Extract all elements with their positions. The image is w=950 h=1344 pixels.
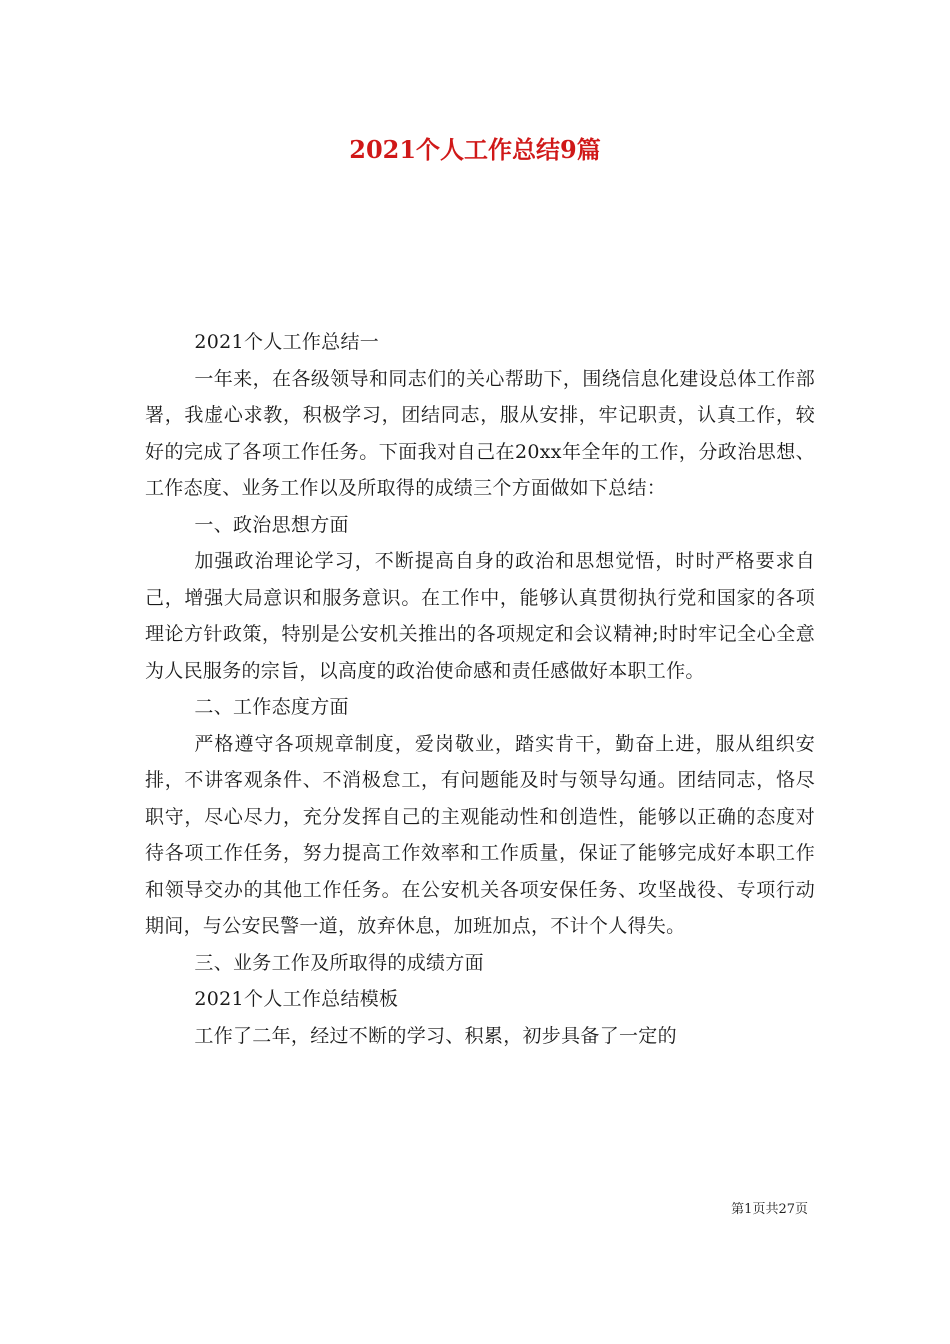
paragraph: 加强政治理论学习，不断提高自身的政治和思想觉悟，时时严格要求自己，增强大局意识和服务意识。在工作中，能够认真贯彻执行党和国家的各项理论方针政策，特别是公安机关推出的各项规定和会议精神;时时牢记全心全意为人民服务的宗旨，以高度的政治使命感和责任感做好本职工作。 bbox=[145, 550, 815, 682]
paragraph: 严格遵守各项规章制度，爱岗敬业，踏实肯干，勤奋上进，服从组织安排，不讲客观条件、不消极怠工，有问题能及时与领导勾通。团结同志，恪尽职守，尽心尽力，充分发挥自己的主观能动性和创造性，能够以正确的态度对待各项工作任务，努力提高工作效率和工作质量，保证了能够完成好本职工作和领导交办的其他工作任务。在公安机关各项安保任务、攻坚战役、专项行动期间，与公安民警一道，放弃休息，加班加点，不计个人得失。 bbox=[145, 732, 815, 937]
section-heading: 二、工作态度方面 bbox=[194, 696, 349, 718]
section-heading: 一、政治思想方面 bbox=[194, 513, 349, 536]
section-heading: 2021个人工作总结一 bbox=[194, 331, 380, 353]
paragraph: 一年来，在各级领导和同志们的关心帮助下，围绕信息化建设总体工作部署，我虚心求教，积极学习，团结同志，服从安排，牢记职责，认真工作，较好的完成了各项工作任务。下面我对自己在20xx年全年的工作，分政治思想、工作态度、业务工作以及所取得的成绩三个方面做如下总结： bbox=[145, 367, 815, 499]
section-heading: 2021个人工作总结模板 bbox=[194, 988, 399, 1010]
paragraph: 工作了二年，经过不断的学习、积累，初步具备了一定的 bbox=[194, 1024, 677, 1047]
document-body bbox=[145, 324, 815, 1054]
section-heading: 三、业务工作及所取得的成绩方面 bbox=[194, 951, 484, 974]
document-title: 2021个人工作总结9篇 bbox=[349, 135, 601, 164]
page-footer bbox=[0, 1201, 808, 1219]
page-number-label: 第1页共27页 bbox=[731, 1202, 808, 1217]
